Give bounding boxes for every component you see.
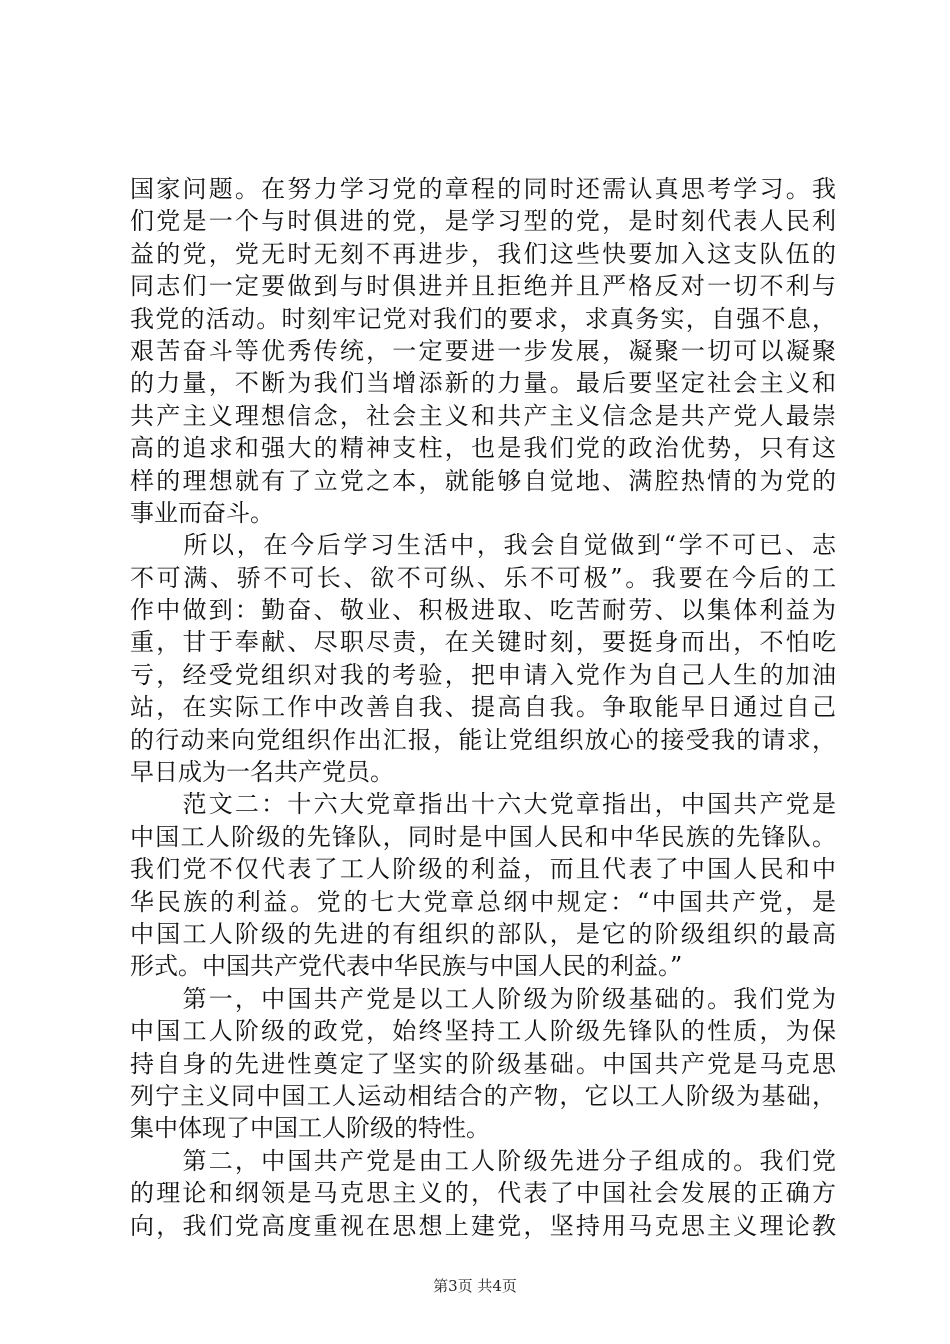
text-line: 艰苦奋斗等优秀传统，一定要进一步发展，凝聚一切可以凝聚 (130, 336, 836, 365)
document-body (130, 173, 836, 1242)
text-line: 亏，经受党组织对我的考验，把申请入党作为自己人生的加油 (130, 660, 836, 689)
text-line: 重，甘于奉献、尽职尽责，在关键时刻，要挺身而出，不怕吃 (130, 628, 836, 657)
text-line: 高的追求和强大的精神支柱，也是我们党的政治优势，只有这 (130, 434, 836, 463)
text-line: 国家问题。在努力学习党的章程的同时还需认真思考学习。我 (130, 175, 836, 203)
text-line: 益的党，党无时无刻不再进步，我们这些快要加入这支队伍的 (130, 239, 836, 268)
text-line: 中国工人阶级的政党，始终坚持工人阶级先锋队的性质，为保 (130, 1017, 836, 1046)
text-line: 中国工人阶级的先锋队，同时是中国人民和中华民族的先锋队。 (130, 822, 836, 851)
text-line: 的力量，不断为我们当增添新的力量。最后要坚定社会主义和 (130, 369, 836, 398)
text-line: 形式。中国共产党代表中华民族与中国人民的利益。” (130, 952, 683, 981)
text-line: 范文二：十六大党章指出十六大党章指出，中国共产党是 (130, 790, 836, 819)
text-line: 站，在实际工作中改善自我、提高自我。争取能早日通过自己 (130, 693, 836, 722)
text-line: 我们党不仅代表了工人阶级的利益，而且代表了中国人民和中 (130, 855, 836, 884)
text-line: 同志们一定要做到与时俱进并且拒绝并且严格反对一切不利与 (130, 272, 836, 301)
text-line: 早日成为一名共产党员。 (130, 758, 394, 787)
text-line: 向，我们党高度重视在思想上建党，坚持用马克思主义理论教 (130, 1211, 836, 1240)
text-line: 不可满、骄不可长、欲不可纵、乐不可极”。我要在今后的工 (130, 563, 836, 592)
text-line: 作中做到：勤奋、敬业、积极进取、吃苦耐劳、以集体利益为 (130, 596, 836, 625)
text-line: 第一，中国共产党是以工人阶级为阶级基础的。我们党为 (130, 984, 836, 1013)
text-line: 持自身的先进性奠定了坚实的阶级基础。中国共产党是马克思 (130, 1049, 836, 1078)
text-line: 们党是一个与时俱进的党，是学习型的党，是时刻代表人民利 (130, 207, 836, 236)
text-line: 所以，在今后学习生活中，我会自觉做到“学不可已、志 (130, 531, 836, 560)
text-line: 列宁主义同中国工人运动相结合的产物，它以工人阶级为基础， (130, 1081, 836, 1110)
text-line: 集中体现了中国工人阶级的特性。 (130, 1114, 490, 1143)
text-line: 中国工人阶级的先进的有组织的部队，是它的阶级组织的最高 (130, 919, 836, 948)
text-line: 共产主义理想信念，社会主义和共产主义信念是共产党人最崇 (130, 401, 836, 430)
page-footer: 第3页 共4页 (433, 1277, 517, 1295)
text-line: 的行动来向党组织作出汇报，能让党组织放心的接受我的请求， (130, 725, 836, 754)
text-line: 的理论和纲领是马克思主义的，代表了中国社会发展的正确方 (130, 1179, 836, 1208)
text-line: 我党的活动。时刻牢记党对我们的要求，求真务实，自强不息， (130, 304, 836, 333)
text-line: 华民族的利益。党的七大党章总纲中规定：“中国共产党，是 (130, 887, 836, 916)
text-line: 样的理想就有了立党之本，就能够自觉地、满腔热情的为党的 (130, 466, 836, 495)
text-line: 事业而奋斗。 (130, 498, 274, 527)
text-line: 第二，中国共产党是由工人阶级先进分子组成的。我们党 (130, 1146, 836, 1175)
